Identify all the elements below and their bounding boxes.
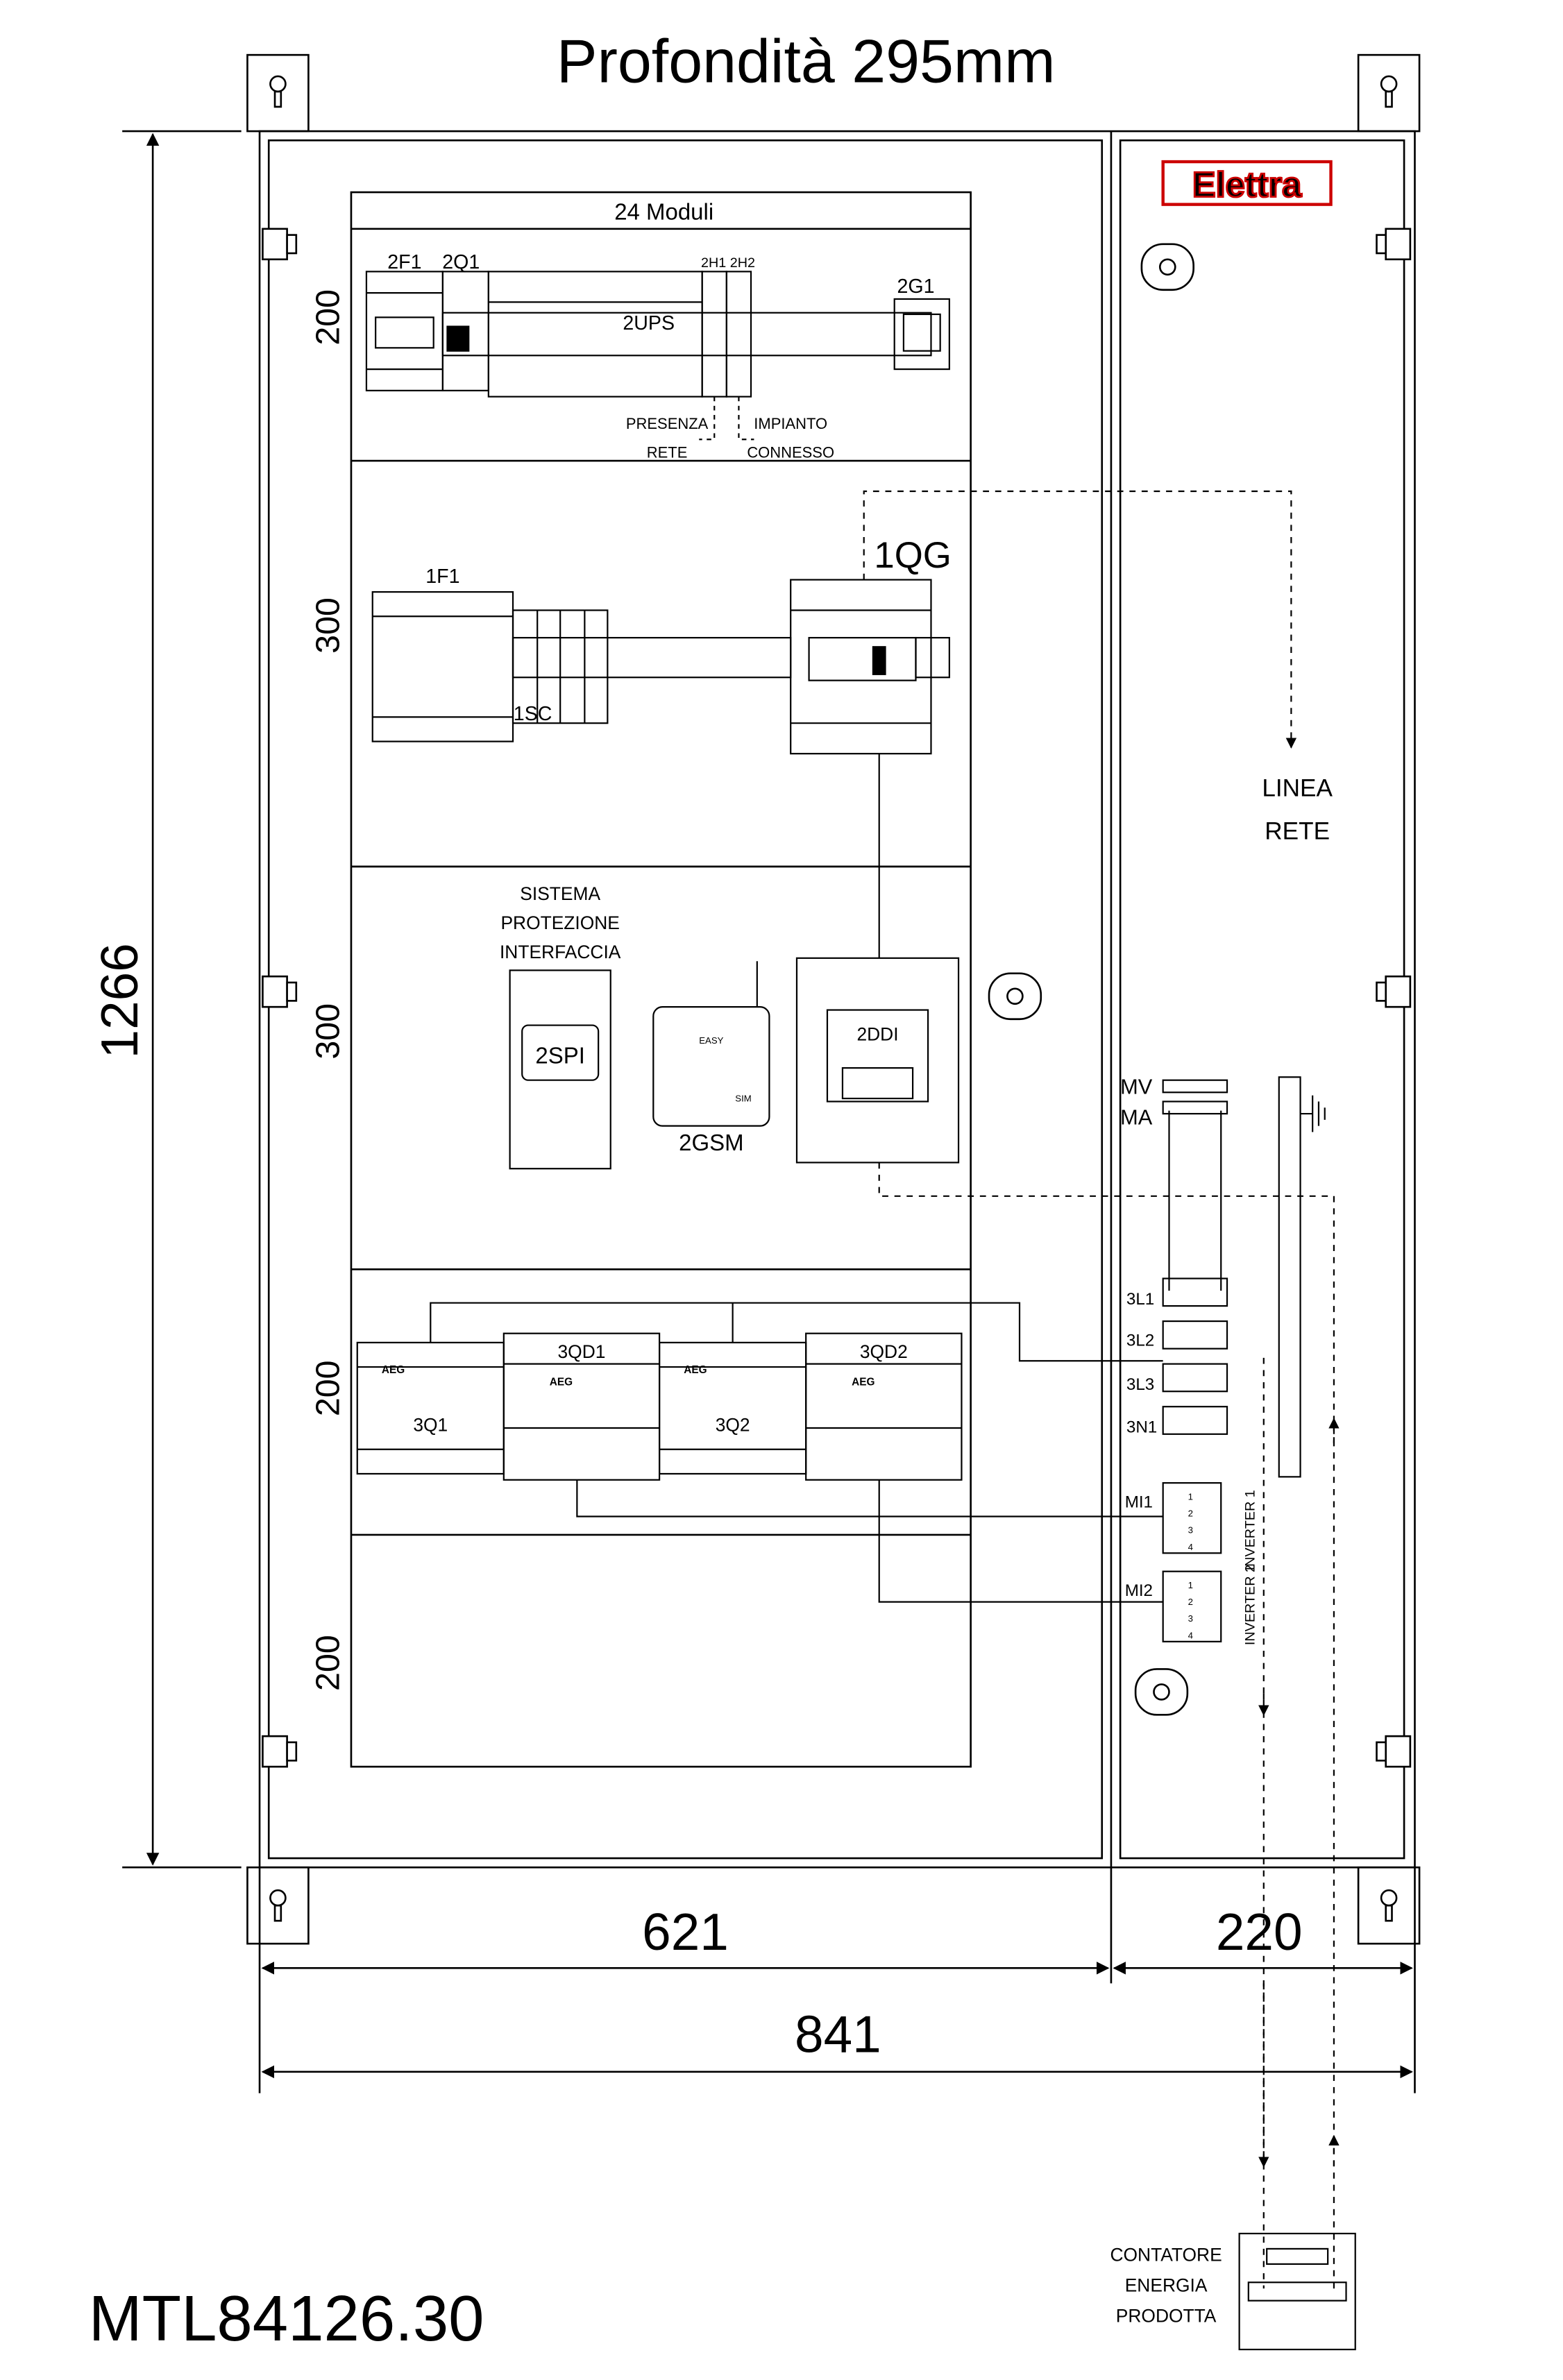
elettra-logo — [1163, 162, 1331, 205]
section-2 — [373, 580, 949, 754]
dimension-width-main: 621 — [642, 1902, 729, 1961]
label-inverter-1: INVERTER 1 — [1242, 1490, 1258, 1571]
label-aeg-3QD1: AEG — [549, 1376, 573, 1388]
label-2DDI: 2DDI — [856, 1023, 899, 1045]
label-aeg-3Q2: AEG — [684, 1363, 707, 1376]
label-contatore: CONTATORE — [1110, 2244, 1222, 2266]
label-3Q2: 3Q2 — [715, 1414, 750, 1436]
svg-text:200: 200 — [309, 1360, 347, 1417]
label-aeg-3QD2: AEG — [852, 1376, 875, 1388]
label-2F1: 2F1 — [387, 250, 422, 273]
terminal-number: 4 — [1188, 1630, 1193, 1641]
label-MI1: MI1 — [1124, 1493, 1154, 1512]
label-inverter-2: INVERTER 2 — [1242, 1565, 1258, 1646]
earth-icon — [1301, 1096, 1325, 1132]
label-3L3: 3L3 — [1126, 1375, 1155, 1395]
label-MV: MV — [1120, 1074, 1153, 1099]
enclosure — [247, 55, 1419, 1944]
label-3QD1: 3QD1 — [557, 1341, 606, 1362]
label-connesso: CONNESSO — [747, 443, 835, 461]
label-2H1-2H2: 2H1 2H2 — [701, 255, 756, 271]
terminal-blocks — [1163, 1077, 1301, 1642]
label-2Q1: 2Q1 — [442, 250, 480, 273]
label-impianto: IMPIANTO — [754, 414, 828, 432]
svg-text:300: 300 — [309, 597, 347, 654]
label-MI2: MI2 — [1124, 1581, 1154, 1600]
label-sistema: SISTEMA — [520, 883, 601, 905]
label-2G1: 2G1 — [897, 275, 935, 298]
mounting-hole-icon — [270, 76, 1396, 1921]
dimension-height: 1266 — [90, 943, 149, 1059]
label-interfaccia: INTERFACCIA — [499, 941, 621, 962]
label-linea-rete: RETE — [1265, 817, 1330, 845]
section-height-labels — [309, 289, 346, 1691]
label-1QG: 1QG — [874, 534, 952, 576]
terminal-number: 4 — [1188, 1541, 1193, 1552]
drawing-code: MTL84126.30 — [88, 2281, 484, 2354]
label-2SPI: 2SPI — [535, 1042, 585, 1069]
cable-routes — [864, 491, 1334, 2288]
dimension-width-side: 220 — [1215, 1902, 1303, 1961]
label-rete-lamp: RETE — [646, 443, 688, 461]
label-1SC: 1SC — [513, 702, 552, 725]
label-energia: ENERGIA — [1124, 2275, 1208, 2296]
energy-meter — [1240, 2234, 1355, 2349]
label-3L1: 3L1 — [1126, 1289, 1155, 1309]
label-aeg-3Q1: AEG — [381, 1363, 405, 1376]
terminal-number: 1 — [1188, 1491, 1193, 1502]
drawing-title: Profondità 295mm — [556, 26, 1056, 96]
label-presenza: PRESENZA — [625, 414, 709, 432]
label-prodotta: PRODOTTA — [1115, 2305, 1217, 2327]
label-linea: LINEA — [1262, 774, 1333, 802]
label-easy: EASY — [699, 1035, 724, 1046]
label-sim: SIM — [735, 1093, 752, 1104]
label-3Q1: 3Q1 — [413, 1414, 448, 1436]
terminal-number: 2 — [1188, 1597, 1193, 1608]
terminal-number: 2 — [1188, 1508, 1193, 1519]
hinge-icon — [262, 229, 1410, 1767]
svg-text:200: 200 — [309, 289, 347, 346]
svg-text:200: 200 — [309, 1635, 347, 1691]
terminal-number: 1 — [1188, 1579, 1193, 1590]
wiring — [430, 754, 1163, 1601]
svg-text:300: 300 — [309, 1003, 347, 1060]
terminal-number: 3 — [1188, 1524, 1193, 1536]
label-MA: MA — [1120, 1105, 1153, 1130]
label-protezione: PROTEZIONE — [500, 912, 620, 934]
label-3N1: 3N1 — [1126, 1418, 1158, 1437]
svg-text:Elettra: Elettra — [1192, 164, 1302, 205]
label-3L2: 3L2 — [1126, 1331, 1155, 1350]
label-2UPS: 2UPS — [623, 312, 675, 334]
label-3QD2: 3QD2 — [859, 1341, 908, 1362]
label-2GSM: 2GSM — [679, 1129, 744, 1155]
label-1F1: 1F1 — [425, 565, 460, 588]
terminal-number: 3 — [1188, 1613, 1193, 1624]
dimension-width-total: 841 — [794, 2005, 881, 2064]
header-modules: 24 Moduli — [614, 198, 714, 225]
